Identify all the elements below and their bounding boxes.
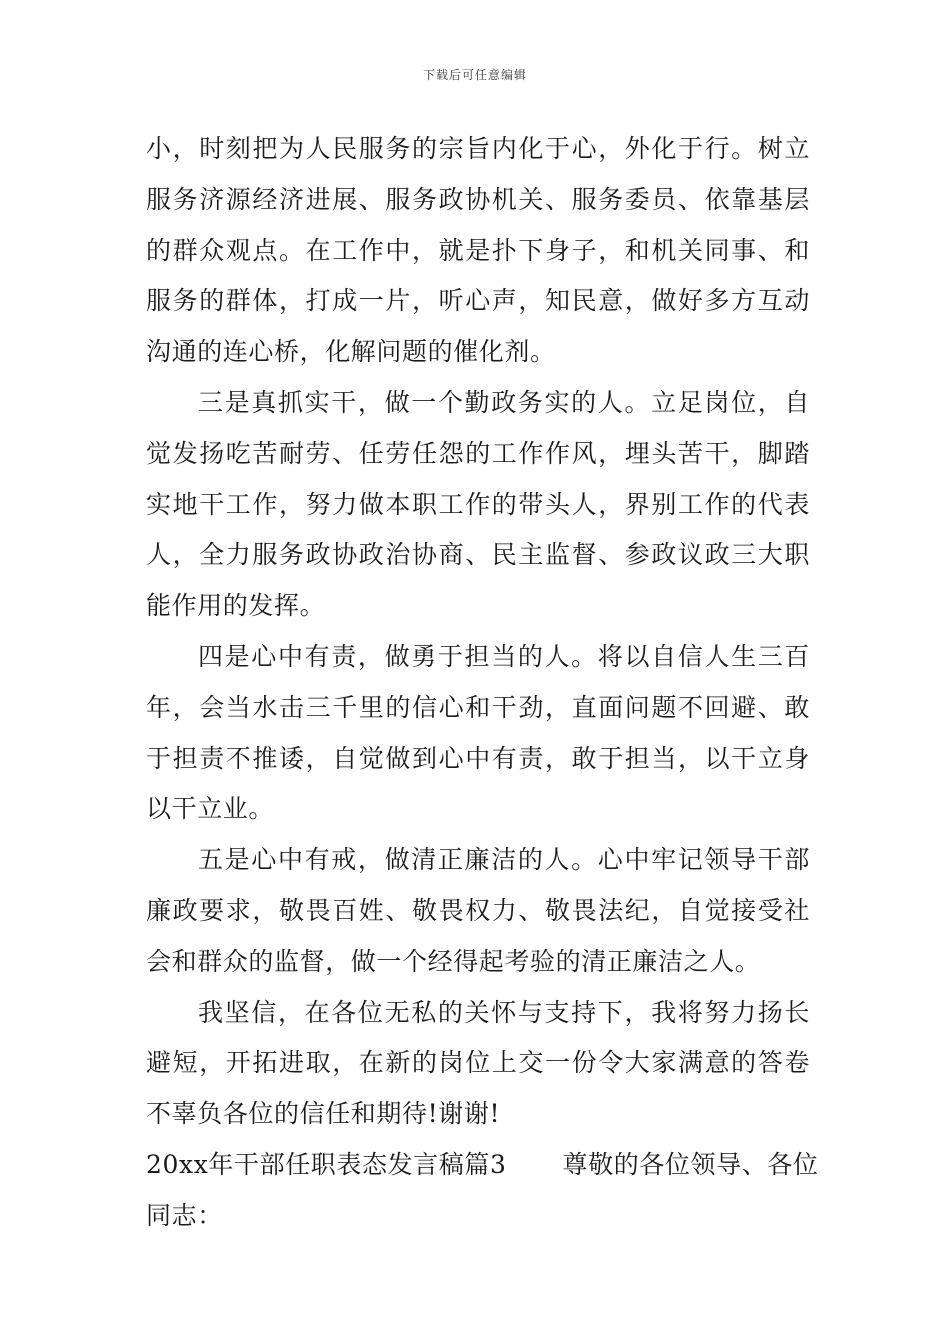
document-body: [146, 124, 819, 1242]
page-header-note: 下载后可任意编辑: [422, 68, 527, 82]
paragraph-point-three: 三是真抓实干，做一个勤政务实的人。立足岗位，自觉发扬吃苦耐劳、任劳任怨的工作作风，埋头苦干，脚踏实地干工作，努力做本职工作的带头人，界别工作的代表人，全力服务政协政治协商、民主监督、参政议政三大职能作用的发挥。: [146, 387, 810, 621]
paragraph-point-four: 四是心中有责，做勇于担当的人。将以自信人生三百年，会当水击三千里的信心和干劲，直面问题不回避、敢于担责不推诿，自觉做到心中有责，敢于担当，以干立身以干立业。: [146, 641, 810, 824]
greeting-end: 同志：: [146, 1200, 223, 1230]
section-title: 20xx年干部任职表态发言稿篇3: [146, 1149, 507, 1179]
section-heading-line: [146, 1140, 819, 1191]
paragraph-continuation: 小，时刻把为人民服务的宗旨内化于心，外化于行。树立服务济源经济进展、服务政协机关、服务委员、依靠基层的群众观点。在工作中，就是扑下身子，和机关同事、和服务的群体，打成一片，听心声，知民意，做好多方互动沟通的连心桥，化解问题的催化剂。: [146, 134, 810, 367]
paragraph-closing: 我坚信，在各位无私的关怀与支持下，我将努力扬长避短，开拓进取，在新的岗位上交一份令大家满意的答卷不辜负各位的信任和期待!谢谢!: [146, 997, 810, 1129]
greeting-start: 尊敬的各位领导、各位: [562, 1149, 819, 1179]
paragraph-point-five: 五是心中有戒，做清正廉洁的人。心中牢记领导干部廉政要求，敬畏百姓、敬畏权力、敬畏法纪，自觉接受社会和群众的监督，做一个经得起考验的清正廉洁之人。: [146, 845, 810, 976]
